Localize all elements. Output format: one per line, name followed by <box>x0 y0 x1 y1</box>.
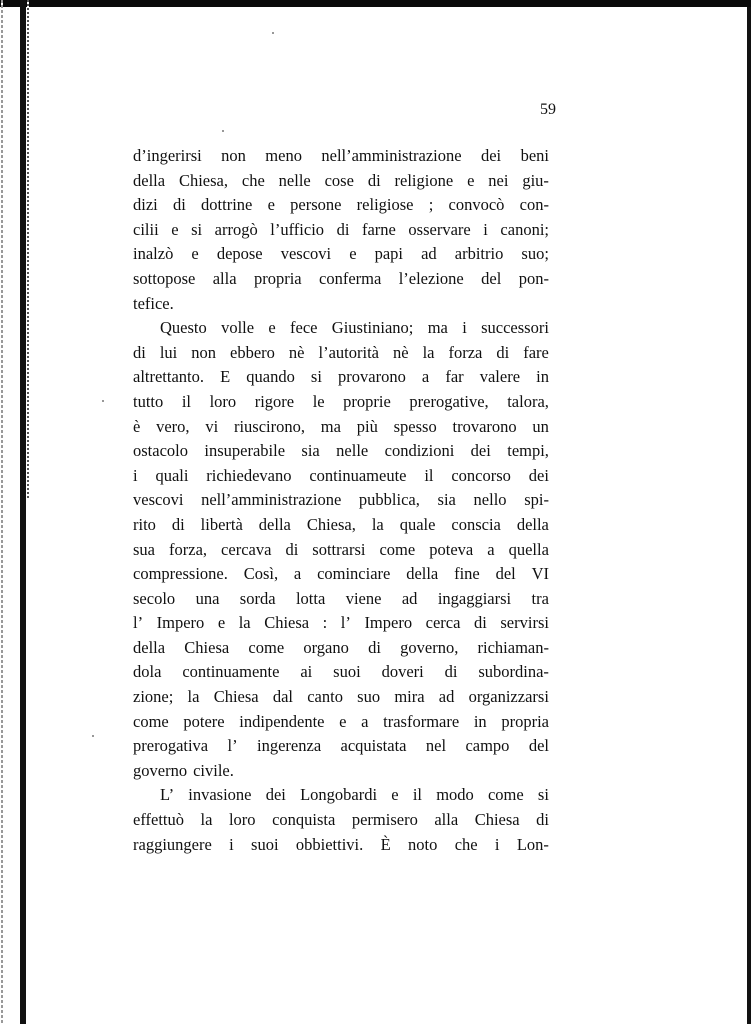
page-number: 59 <box>540 101 556 118</box>
word: ad <box>438 687 455 707</box>
text-line <box>133 169 549 194</box>
word: quando <box>246 367 295 387</box>
word: volle <box>221 318 255 338</box>
word: rigore <box>254 391 295 411</box>
word: osservare <box>408 219 471 239</box>
word: effettuò <box>133 810 185 830</box>
word: d’ingerirsi <box>133 146 202 165</box>
word: forza <box>448 342 483 362</box>
word: quali <box>155 465 189 485</box>
word: giu- <box>522 170 549 190</box>
text-line <box>133 365 549 390</box>
word: acquistata <box>340 736 407 756</box>
word: della <box>133 170 166 190</box>
word: doveri <box>381 662 424 682</box>
word: Chiesa <box>264 613 310 633</box>
word: libertà <box>200 514 243 534</box>
word: arbitrio <box>454 244 504 264</box>
word: spesso <box>393 416 437 436</box>
word: meno <box>265 146 302 165</box>
word: la <box>422 342 435 362</box>
word: permisero <box>351 810 418 830</box>
binding-gutter-shadow <box>27 0 29 500</box>
word: un <box>532 416 549 436</box>
word: L’ <box>160 785 175 805</box>
word: non <box>221 146 246 165</box>
word: propria <box>253 268 302 288</box>
word: di <box>133 342 146 362</box>
word: continuameute <box>309 465 407 485</box>
word: richiaman- <box>477 637 549 657</box>
word: ma <box>320 416 341 436</box>
word: obbiettivi. <box>295 834 364 854</box>
word: come <box>487 785 524 805</box>
word: tempi, <box>507 441 549 461</box>
word: forza, <box>169 539 208 559</box>
text-line <box>133 513 549 538</box>
word: servirsi <box>500 613 549 633</box>
word: quella <box>508 539 549 559</box>
word: del <box>495 564 516 584</box>
word: la <box>200 810 213 830</box>
word: E <box>220 367 231 387</box>
word: ingaggiarsi <box>437 588 512 608</box>
word: non <box>191 342 217 362</box>
word: e <box>267 195 275 215</box>
word: ad <box>421 244 437 264</box>
word: sottrarsi <box>312 539 366 559</box>
word: l’ <box>227 736 238 756</box>
word: come <box>248 637 285 657</box>
word: alla <box>212 268 237 288</box>
word: secolo <box>133 588 176 608</box>
word: raggiungere <box>133 834 212 854</box>
word: Lon- <box>516 834 549 854</box>
word: e <box>268 318 276 338</box>
word: sorda <box>239 588 276 608</box>
word: suo <box>357 687 381 707</box>
word: Questo <box>160 318 207 338</box>
text-line <box>133 636 549 661</box>
word: fece <box>290 318 318 338</box>
word: la <box>371 514 384 534</box>
word: dei <box>480 146 502 165</box>
word: canto <box>307 687 343 707</box>
text-line <box>133 390 549 415</box>
text-line <box>133 218 549 243</box>
word: loro <box>228 810 256 830</box>
word: ad <box>401 588 418 608</box>
word: si <box>537 785 549 805</box>
word: insuperabile <box>204 441 286 461</box>
word: ebbero <box>230 342 275 362</box>
word: sottopose <box>133 268 196 288</box>
word: indipendente <box>239 711 325 731</box>
word: l’ <box>133 613 144 633</box>
word: trovarono <box>452 416 517 436</box>
word: trasformare <box>383 711 460 731</box>
word: dola <box>133 662 162 682</box>
scan-speck <box>92 735 94 737</box>
scan-left-edge <box>1 0 3 1024</box>
word: nelle <box>336 441 369 461</box>
word: noto <box>408 834 438 854</box>
word: i <box>494 834 500 854</box>
word: Così, <box>243 564 279 584</box>
word: organizzarsi <box>468 687 549 707</box>
text-line <box>133 538 549 563</box>
word: è <box>133 416 141 436</box>
word: ostacolo <box>133 441 188 461</box>
word: conquista <box>272 810 336 830</box>
word: l’ufficio <box>270 219 325 239</box>
word: a <box>293 564 302 584</box>
word: nè <box>288 342 305 362</box>
word: e <box>467 170 475 190</box>
word: e <box>349 244 357 264</box>
word: convocò <box>448 195 505 215</box>
word: potere <box>183 711 225 731</box>
word: e <box>191 244 199 264</box>
word: come <box>379 539 416 559</box>
word: il <box>412 785 422 805</box>
word: Chiesa, <box>306 514 356 534</box>
text-line <box>133 685 549 710</box>
word: invasione <box>188 785 252 805</box>
word: più <box>356 416 378 436</box>
word: i <box>462 318 467 338</box>
word: fare <box>523 342 549 362</box>
word: il <box>424 465 434 485</box>
word: di <box>496 342 510 362</box>
text-line <box>133 341 549 366</box>
word: provarono <box>338 367 406 387</box>
word: l’elezione <box>398 268 464 288</box>
word: persone <box>290 195 342 215</box>
text-line <box>133 415 549 440</box>
word: Chiesa <box>184 637 230 657</box>
word: subordina- <box>478 662 549 682</box>
word: far <box>445 367 464 387</box>
word: campo <box>465 736 510 756</box>
word: i <box>229 834 234 854</box>
word: a <box>421 367 430 387</box>
word: fine <box>454 564 480 584</box>
word: canoni; <box>500 219 549 239</box>
word: richiedevano <box>206 465 292 485</box>
word: una <box>195 588 220 608</box>
word: suo; <box>521 244 549 264</box>
word: conferma <box>319 268 382 288</box>
body-text <box>133 144 549 857</box>
word: lotta <box>295 588 326 608</box>
word: a <box>361 711 369 731</box>
word: con- <box>519 195 549 215</box>
scan-speck <box>272 32 274 34</box>
word: e <box>339 711 347 731</box>
word: nell’amministrazione <box>321 146 462 165</box>
word: Impero <box>364 613 413 633</box>
word: altrettanto. <box>133 367 205 387</box>
word: della <box>406 564 439 584</box>
word: suoi <box>251 834 279 854</box>
word: Giustiniano; <box>331 318 414 338</box>
text-line <box>133 783 549 808</box>
text-line <box>133 267 549 292</box>
word: che <box>454 834 478 854</box>
word: Longobardi <box>300 785 378 805</box>
word: di <box>172 195 186 215</box>
word: depose <box>216 244 263 264</box>
word: dottrine <box>201 195 253 215</box>
word: mira <box>394 687 425 707</box>
word: dal <box>272 687 293 707</box>
word: ; <box>428 195 434 215</box>
text-line <box>133 488 549 513</box>
word: conscia <box>451 514 501 534</box>
word: dei <box>265 785 286 805</box>
word: che <box>241 170 265 190</box>
word: sia <box>301 441 320 461</box>
word: Impero <box>156 613 205 633</box>
word: vi <box>205 416 219 436</box>
word: in <box>473 711 487 731</box>
word: quale <box>399 514 436 534</box>
word: compressione. <box>133 564 228 584</box>
word: modo <box>436 785 474 805</box>
word: cercava <box>221 539 272 559</box>
word: rito <box>133 514 156 534</box>
word: condizioni <box>384 441 455 461</box>
word: ai <box>300 662 313 682</box>
word: Chiesa, <box>178 170 228 190</box>
word: : <box>322 613 328 633</box>
word: vescovi <box>280 244 332 264</box>
text-line <box>133 611 549 636</box>
scan-speck <box>222 130 224 132</box>
word: prerogativa <box>133 736 209 756</box>
word: cilii <box>133 219 159 239</box>
text-line <box>133 587 549 612</box>
word: VI <box>531 564 549 584</box>
word: inalzò <box>133 244 174 264</box>
word: i <box>483 219 488 239</box>
word: della <box>258 514 291 534</box>
text-line <box>133 710 549 735</box>
word: tra <box>531 588 549 608</box>
word: alla <box>434 810 459 830</box>
word: governo <box>133 760 188 780</box>
word: organo <box>303 637 349 657</box>
word: pon- <box>518 268 549 288</box>
word: papi <box>374 244 404 264</box>
text-line <box>133 759 549 784</box>
word: suoi <box>333 662 361 682</box>
word: nè <box>392 342 409 362</box>
word: della <box>516 514 549 534</box>
text-line <box>133 833 549 858</box>
word: a <box>487 539 495 559</box>
word: dei <box>528 465 549 485</box>
word: e <box>217 613 226 633</box>
word: spi- <box>524 490 549 510</box>
word: Chiesa <box>213 687 259 707</box>
word: cose <box>324 170 354 190</box>
word: ma <box>427 318 448 338</box>
word: si <box>310 367 322 387</box>
word: cerca <box>425 613 461 633</box>
word: È <box>380 834 391 854</box>
word: nelle <box>278 170 311 190</box>
word: concorso <box>451 465 511 485</box>
word: ingerenza <box>257 736 322 756</box>
word: come <box>133 711 169 731</box>
text-line <box>133 660 549 685</box>
text-line <box>133 316 549 341</box>
word: il <box>181 391 191 411</box>
word: di <box>536 810 549 830</box>
text-line <box>133 292 549 317</box>
word: lui <box>159 342 178 362</box>
text-line <box>133 439 549 464</box>
word: del <box>528 736 549 756</box>
word: vescovi <box>133 490 184 510</box>
word: nello <box>473 490 507 510</box>
word: la <box>187 687 200 707</box>
word: continuamente <box>182 662 280 682</box>
word: beni <box>520 146 549 165</box>
text-line <box>133 144 549 169</box>
word: farne <box>361 219 396 239</box>
word: religiose <box>356 195 414 215</box>
text-line <box>133 808 549 833</box>
word: la <box>238 613 251 633</box>
binding-gutter-line <box>20 0 26 1024</box>
word: sia <box>437 490 456 510</box>
text-line <box>133 562 549 587</box>
word: talora, <box>507 391 549 411</box>
word: nell’amministrazione <box>201 490 342 510</box>
scan-speck <box>102 400 104 402</box>
word: di <box>336 219 350 239</box>
word: loro <box>209 391 237 411</box>
word: si <box>191 219 203 239</box>
word: propria <box>501 711 549 731</box>
word: vero, <box>156 416 190 436</box>
scan-right-border <box>747 7 751 1024</box>
word: della <box>133 637 166 657</box>
word: di <box>473 613 487 633</box>
word: Chiesa <box>474 810 520 830</box>
word: proprie <box>343 391 391 411</box>
word: civile. <box>193 760 234 780</box>
word: dei <box>470 441 491 461</box>
scan-top-border <box>0 0 751 7</box>
word: arrogò <box>214 219 258 239</box>
word: nel <box>425 736 447 756</box>
text-line <box>133 193 549 218</box>
word: tefice. <box>133 293 174 313</box>
word: viene <box>345 588 382 608</box>
word: le <box>312 391 325 411</box>
word: prerogative, <box>409 391 489 411</box>
word: dizi <box>133 195 158 215</box>
word: cominciare <box>317 564 391 584</box>
word: di <box>444 662 458 682</box>
word: tutto <box>133 391 164 411</box>
word: pubblica, <box>358 490 420 510</box>
word: l’autorità <box>318 342 379 362</box>
word: e <box>171 219 179 239</box>
word: zione; <box>133 687 174 707</box>
word: valere <box>479 367 521 387</box>
word: governo, <box>400 637 459 657</box>
word: in <box>536 367 549 387</box>
word: nei <box>488 170 509 190</box>
word: e <box>391 785 399 805</box>
word: religione <box>394 170 454 190</box>
word: riuscirono, <box>233 416 305 436</box>
word: successori <box>481 318 549 338</box>
word: i <box>133 465 138 485</box>
word: poteva <box>429 539 474 559</box>
text-line <box>133 464 549 489</box>
word: di <box>171 514 185 534</box>
text-line <box>133 734 549 759</box>
word: sua <box>133 539 155 559</box>
word: l’ <box>340 613 351 633</box>
text-line <box>133 242 549 267</box>
word: di <box>368 637 381 657</box>
word: di <box>285 539 299 559</box>
word: di <box>367 170 381 190</box>
word: del <box>481 268 502 288</box>
